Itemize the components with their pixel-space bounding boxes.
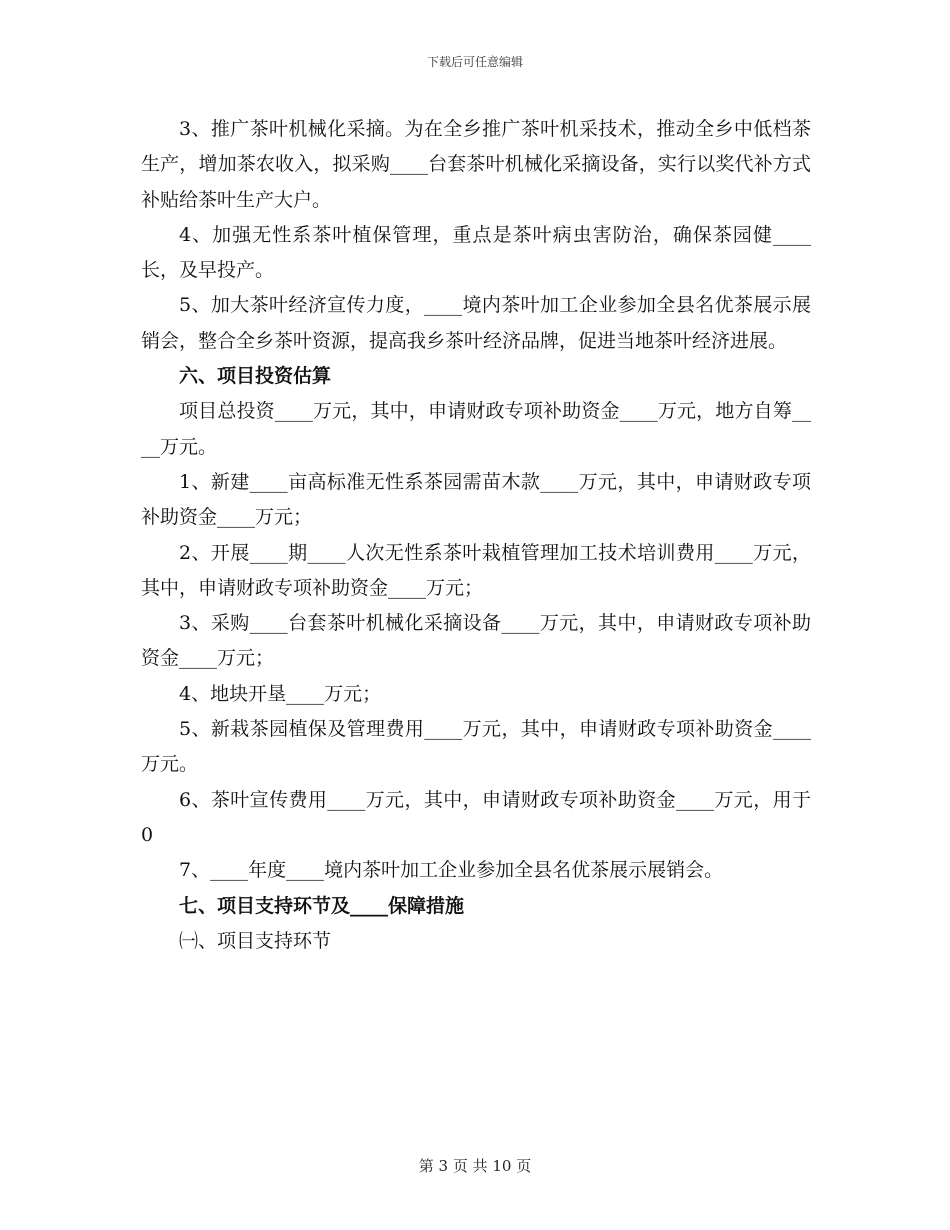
subsection-heading-support-links: ㈠、项目支持环节 [179, 929, 332, 952]
paragraph-promotion: 5、加大茶叶经济宣传力度，____境内茶叶加工企业参加全县名优茶展示展销会，整合全乡茶叶资源，提高我乡茶叶经济品牌，促进当地茶叶经济进展。 [141, 294, 811, 352]
page-footer: 第 3 页 共 10 页 [418, 1157, 532, 1175]
paragraph-item-2: 2、开展____期____人次无性系茶叶栽植管理加工技术培训费用____万元，其中，申请财政专项补助资金____万元； [141, 541, 811, 599]
paragraph-item-3: 3、采购____台套茶叶机械化采摘设备____万元，其中，申请财政专项补助资金____万元； [141, 612, 811, 670]
page-header: 下载后可任意编辑 [426, 55, 523, 69]
document-body [141, 112, 811, 959]
section-heading-investment: 六、项目投资估算 [179, 365, 332, 388]
paragraph-tea-mechanization: 3、推广茶叶机械化采摘。为在全乡推广茶叶机采技术，推动全乡中低档茶生产，增加茶农收入，拟采购____台套茶叶机械化采摘设备，实行以奖代补方式补贴给茶叶生产大户。 [141, 118, 811, 211]
paragraph-item-4: 4、地块开垦____万元； [179, 682, 382, 705]
paragraph-item-7: 7、____年度____境内茶叶加工企业参加全县名优茶展示展销会。 [179, 859, 724, 882]
paragraph-plant-protection: 4、加强无性系茶叶植保管理，重点是茶叶病虫害防治，确保茶园健____长，及早投产。 [141, 223, 811, 282]
paragraph-item-6: 6、茶叶宣传费用____万元，其中，申请财政专项补助资金____万元，用于0 [141, 788, 811, 846]
section-heading-support: 七、项目支持环节及____保障措施 [179, 894, 465, 917]
paragraph-item-1: 1、新建____亩高标准无性系茶园需苗木款____万元，其中，申请财政专项补助资金____万元； [141, 470, 811, 529]
paragraph-item-5: 5、新栽茶园植保及管理费用____万元，其中，申请财政专项补助资金____万元。 [141, 718, 811, 776]
paragraph-total-investment: 项目总投资____万元，其中，申请财政专项补助资金____万元，地方自筹____万元。 [141, 400, 811, 458]
